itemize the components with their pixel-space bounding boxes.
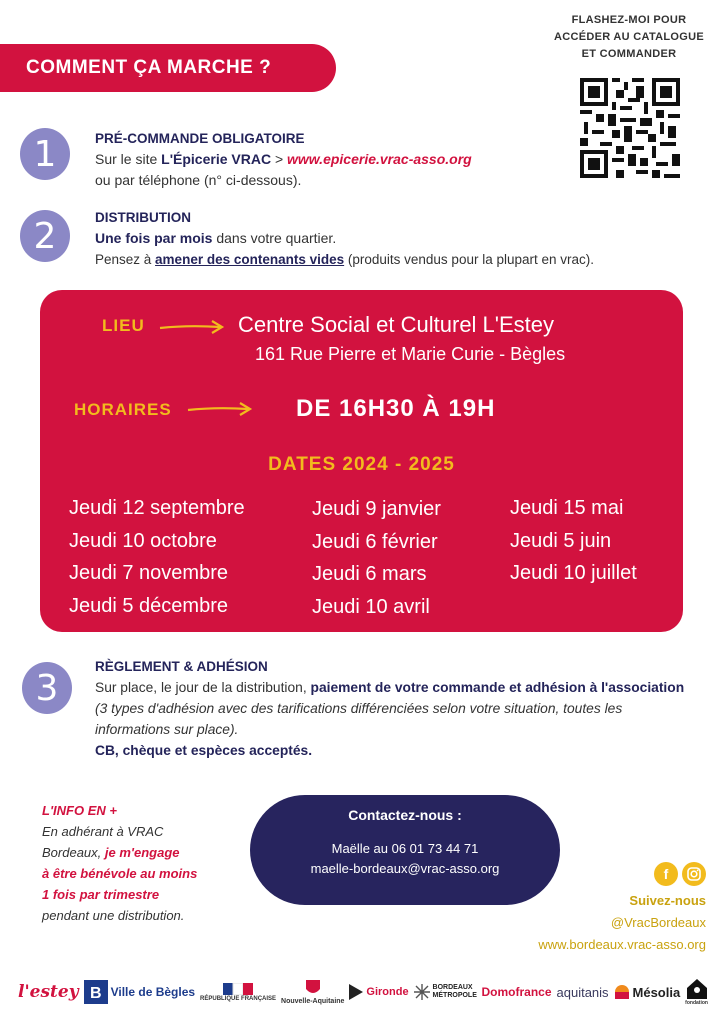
fondation-logo [685, 978, 708, 1006]
dates-column-1 [69, 492, 245, 622]
opening-hours: DE 16H30 À 19H [296, 395, 496, 422]
mesolia-logo [614, 984, 681, 1000]
date-item: Jeudi 10 juillet [510, 562, 637, 584]
contact-panel [250, 795, 560, 905]
date-item: Jeudi 10 octobre [69, 529, 217, 552]
partner-logos [18, 968, 708, 1016]
arrow-right-icon [158, 320, 226, 334]
text: (produits vendus pour la plupart en vrac). [344, 252, 595, 267]
text: dans votre quartier. [212, 230, 337, 246]
dates-column-2 [312, 493, 441, 623]
payment-methods: CB, chèque et espèces acceptés. [95, 743, 313, 758]
contact-phone[interactable]: Maëlle au 06 01 73 44 71 [331, 841, 479, 856]
shop-name: L'Épicerie VRAC [161, 151, 272, 167]
french-flag-icon [223, 983, 253, 995]
logo-text: Ville de Bègles [110, 985, 196, 999]
logo-text: RÉPUBLIQUE FRANÇAISE [200, 995, 277, 1002]
text: Sur place, le jour de la distribution, [95, 680, 311, 695]
website-link[interactable]: www.bordeaux.vrac-asso.org [538, 937, 706, 952]
logo-text: aquitanis [556, 984, 609, 1000]
step-2 [95, 207, 705, 270]
social-block [538, 862, 706, 956]
date-item: Jeudi 7 novembre [69, 562, 228, 584]
info-line: pendant une distribution. [42, 908, 185, 923]
date-item: Jeudi 12 septembre [69, 497, 245, 519]
horaires-label: HORAIRES [74, 400, 172, 419]
containers-note: amener des contenants vides [155, 252, 345, 267]
step-number-3: 3 [22, 662, 72, 714]
text: Pensez à [95, 252, 156, 267]
date-item: Jeudi 15 mai [510, 497, 624, 519]
step-2-title: DISTRIBUTION [95, 210, 191, 225]
step-2-line1 [95, 228, 705, 249]
dates-column-3 [510, 492, 637, 590]
info-line [42, 842, 242, 863]
svg-text:B: B [89, 985, 102, 1002]
step-2-line2 [95, 249, 705, 270]
logo-text: l'estey [18, 982, 79, 1002]
frequency: Une fois par mois [95, 230, 213, 246]
text: Bordeaux, [42, 845, 105, 860]
gironde-arrow-icon [349, 984, 363, 1000]
date-item: Jeudi 5 juin [510, 529, 612, 552]
step-1-line2: ou par téléphone (n° ci-dessous). [95, 172, 302, 188]
qr-caption-line: FLASHEZ-MOI POUR [571, 14, 687, 26]
social-handle[interactable]: @VracBordeaux [610, 915, 706, 930]
logo-text: Mésolia [632, 984, 681, 1000]
step-3 [95, 656, 695, 761]
text: > [271, 151, 288, 167]
step-1 [95, 128, 555, 191]
arrow-right-icon [186, 402, 254, 416]
logo-text: Nouvelle-Aquitaine [281, 998, 345, 1005]
step-3-title: RÈGLEMENT & ADHÉSION [95, 659, 268, 674]
step-1-line1 [95, 149, 555, 170]
gironde-logo [349, 984, 408, 1000]
aquitanis-logo [557, 985, 609, 1000]
begles-emblem-icon [84, 980, 108, 1004]
info-box [42, 800, 242, 926]
region-shield-icon [304, 979, 322, 997]
qr-caption-line: ACCÉDER AU CATALOGUE [553, 31, 704, 43]
info-line: 1 fois par trimestre [42, 887, 160, 902]
venue-name: Centre Social et Culturel L'Estey [238, 312, 555, 337]
lestey-logo [18, 982, 79, 1002]
facebook-icon[interactable]: f [654, 862, 678, 886]
event-panel [40, 290, 683, 632]
date-item: Jeudi 6 février [312, 530, 438, 553]
instagram-icon[interactable] [682, 862, 706, 886]
section-title-text: COMMENT ÇA MARCHE ? [26, 57, 272, 78]
step-number-1: 1 [20, 128, 70, 180]
shop-link[interactable]: www.epicerie.vrac-asso.org [287, 151, 472, 167]
date-item: Jeudi 9 janvier [312, 498, 441, 520]
contact-title: Contactez-nous : [348, 807, 462, 823]
payment-membership: paiement de votre commande et adhésion à l'association [310, 680, 685, 695]
date-item: Jeudi 6 mars [312, 563, 427, 585]
step-number-2: 2 [20, 210, 70, 262]
nouvelle-aquitaine-logo [281, 979, 344, 1005]
info-title: L'INFO EN + [42, 803, 117, 818]
begles-logo [84, 980, 196, 1004]
logo-text: Domofrance [481, 985, 552, 999]
social-icons [538, 862, 706, 886]
step-3-body [95, 677, 695, 740]
metropole-star-icon [414, 984, 430, 1000]
info-line: En adhérant à VRAC [42, 824, 164, 839]
date-item: Jeudi 5 décembre [69, 594, 228, 617]
venue-address: 161 Rue Pierre et Marie Curie - Bègles [255, 344, 566, 364]
logo-text: Gironde [366, 986, 409, 998]
qr-code[interactable] [580, 78, 680, 178]
logo-text: BORDEAUX MÉTROPOLE [432, 984, 477, 999]
lieu-label: LIEU [102, 316, 145, 335]
text: je m'engage [104, 845, 180, 860]
qr-caption [540, 12, 718, 63]
logo-text: fondation [685, 1000, 708, 1006]
section-title [0, 44, 336, 92]
dates-title: DATES 2024 - 2025 [268, 454, 455, 475]
text: Sur le site [95, 151, 162, 167]
qr-caption-line: ET COMMANDER [581, 48, 677, 60]
bordeaux-metropole-logo [414, 984, 477, 1000]
contact-email[interactable]: maelle-bordeaux@vrac-asso.org [310, 861, 500, 876]
domofrance-logo [482, 985, 552, 999]
mesolia-sun-icon [614, 984, 630, 1000]
info-line: à être bénévole au moins [42, 866, 198, 881]
fondation-house-icon [686, 978, 708, 1000]
step-1-title: PRÉ-COMMANDE OBLIGATOIRE [95, 131, 305, 146]
date-item: Jeudi 10 avril [312, 595, 430, 618]
republique-logo [200, 983, 276, 1002]
membership-note: (3 types d'adhésion avec des tarifications différenciées selon votre situation, toutes les informations sur place). [95, 701, 623, 737]
follow-label: Suivez-nous [629, 893, 706, 908]
